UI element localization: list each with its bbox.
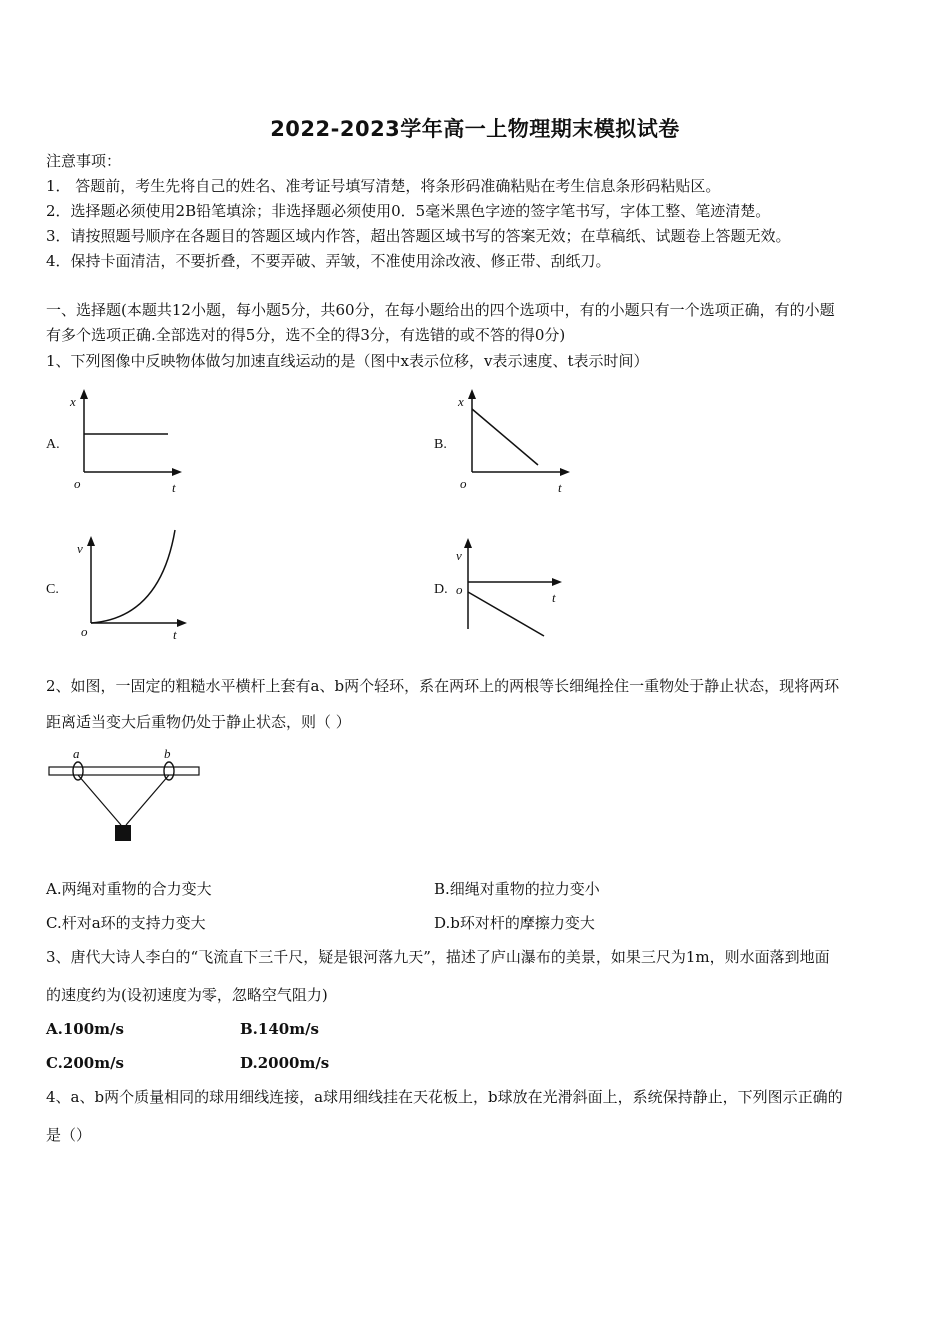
origin-label: o xyxy=(74,476,81,491)
ring-a-label: a xyxy=(73,746,80,761)
question-1-stem: 1、下列图像中反映物体做匀加速直线运动的是（图中x表示位移，v表示速度、t表示时间） xyxy=(46,352,649,370)
q2-option-b: B.细绳对重物的拉力变小 xyxy=(434,880,600,898)
y-axis-label: v xyxy=(456,548,462,563)
note-item: 1． 答题前，考生先将自己的姓名、准考证号填写清楚，将条形码准确粘贴在考生信息条形码粘贴区。 xyxy=(46,177,721,195)
origin-label: o xyxy=(456,582,463,597)
question-4-line1: 4、a、b两个质量相同的球用细线连接，a球用细线挂在天花板上，b球放在光滑斜面上，系统保持静止，下列图示正确的 xyxy=(46,1088,843,1106)
graph-d xyxy=(450,532,590,644)
section-instructions-line2: 有多个选项正确.全部选对的得5分，选不全的得3分，有选错的或不答的得0分) xyxy=(46,326,566,344)
graph-a xyxy=(60,385,200,495)
note-item: 2．选择题必须使用2B铅笔填涂；非选择题必须使用0．5毫米黑色字迹的签字笔书写，字体工整、笔迹清楚。 xyxy=(46,202,771,220)
section-instructions-line1: 一、选择题(本题共12小题，每小题5分，共60分，在每小题给出的四个选项中，有的小题只有一个选项正确，有的小题 xyxy=(46,301,835,319)
option-b-label: B. xyxy=(434,437,447,452)
option-c-label: C. xyxy=(46,582,59,597)
origin-label: o xyxy=(460,476,467,491)
note-item: 4．保持卡面清洁，不要折叠，不要弄破、弄皱，不准使用涂改液、修正带、刮纸刀。 xyxy=(46,252,611,270)
question-2-line2: 距离适当变大后重物仍处于静止状态，则（ ） xyxy=(46,713,351,731)
notes-heading: 注意事项： xyxy=(46,152,122,170)
graph-c xyxy=(65,528,205,643)
x-axis-label: t xyxy=(552,590,556,605)
x-axis-label: t xyxy=(172,480,176,495)
option-a-label: A. xyxy=(46,437,60,452)
question-2-line1: 2、如图，一固定的粗糙水平横杆上套有a、b两个轻环，系在两环上的两根等长细绳拴住一重物处于静止状态，现将两环 xyxy=(46,677,840,695)
q2-option-d: D.b环对杆的摩擦力变大 xyxy=(434,914,595,932)
q2-option-a: A.两绳对重物的合力变大 xyxy=(46,880,212,898)
page-title: 2022-2023学年高一上物理期末模拟试卷 xyxy=(270,117,680,141)
note-item: 3．请按照题号顺序在各题目的答题区域内作答，超出答题区域书写的答案无效；在草稿纸、试题卷上答题无效。 xyxy=(46,227,791,245)
y-axis-label: x xyxy=(70,394,76,409)
y-axis-label: v xyxy=(77,541,83,556)
x-axis-label: t xyxy=(173,627,177,642)
q2-option-c: C.杆对a环的支持力变大 xyxy=(46,914,206,932)
y-axis-label: x xyxy=(458,394,464,409)
q3-option-b: B.140m/s xyxy=(240,1020,320,1038)
q3-option-a: A.100m/s xyxy=(46,1020,124,1038)
ring-b-label: b xyxy=(164,746,171,761)
question-3-line1: 3、唐代大诗人李白的“飞流直下三千尺，疑是银河落九天”，描述了庐山瀑布的美景，如果三尺为1m，则水面落到地面 xyxy=(46,948,830,966)
question-3-line2: 的速度约为(设初速度为零，忽略空气阻力) xyxy=(46,986,328,1004)
q3-option-d: D.2000m/s xyxy=(240,1054,330,1072)
rings-rod-diagram xyxy=(46,745,206,845)
graph-b xyxy=(448,385,588,495)
option-d-label: D. xyxy=(434,582,448,597)
q3-option-c: C.200m/s xyxy=(46,1054,125,1072)
origin-label: o xyxy=(81,624,88,639)
question-4-line2: 是（） xyxy=(46,1126,92,1144)
x-axis-label: t xyxy=(558,480,562,495)
